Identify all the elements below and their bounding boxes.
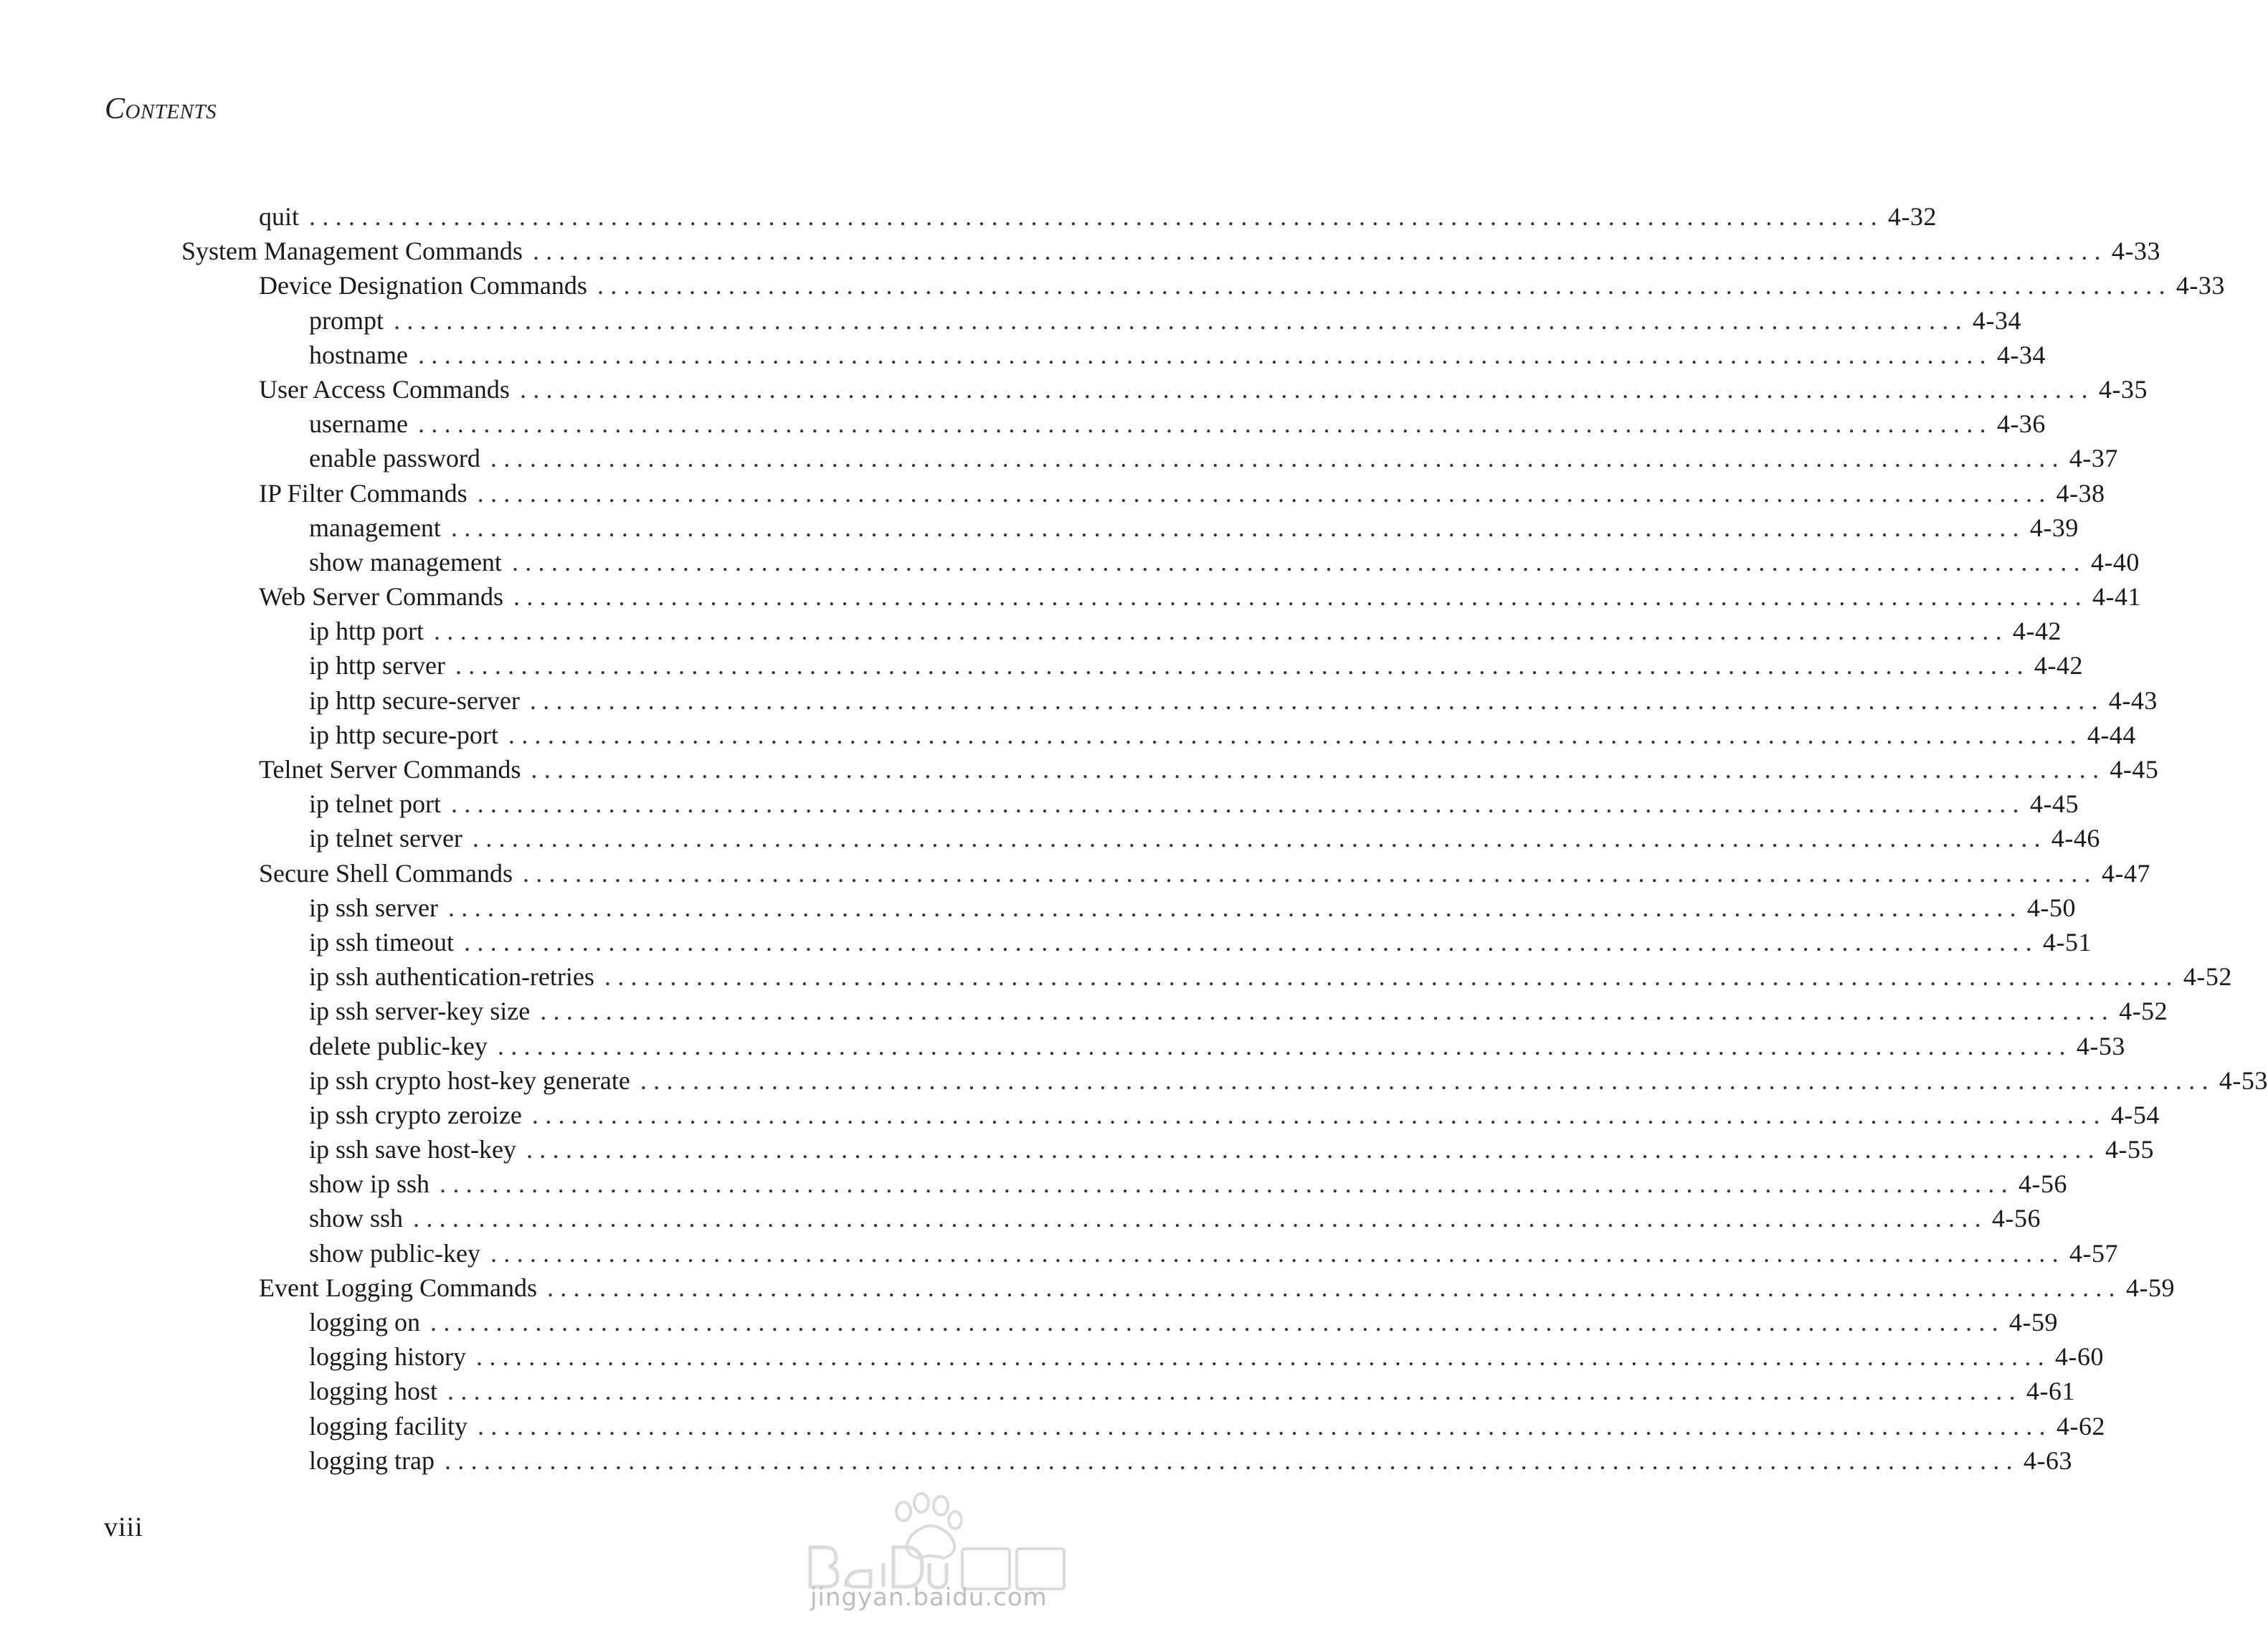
- toc-dot-leader: ........................................................................................................................: [640, 1065, 2215, 1095]
- toc-dot-leader: ........................................................................................................................: [597, 271, 2172, 300]
- toc-entry-page: 4-33: [2176, 271, 2225, 300]
- toc-entry: [0, 1132, 2154, 1167]
- toc-entry-page: 4-51: [2043, 927, 2092, 956]
- toc-entry-title: logging trap: [309, 1446, 435, 1475]
- toc-entry-page: 4-32: [1888, 202, 1937, 231]
- toc-entry: [0, 579, 2142, 614]
- toc-entry-page: 4-53: [2219, 1065, 2268, 1095]
- running-header: Contents: [105, 92, 217, 125]
- toc-entry-title: ip http secure-port: [309, 720, 498, 749]
- toc-entry-title: Device Designation Commands: [259, 271, 587, 300]
- toc-entry-title: ip telnet port: [309, 789, 441, 819]
- toc-entry-page: 4-44: [2087, 720, 2136, 749]
- toc-entry: [0, 891, 2076, 925]
- toc-dot-leader: ........................................................................................................................: [434, 617, 2008, 646]
- toc-entry-page: 4-63: [2023, 1446, 2072, 1475]
- toc-entry-page: 4-36: [1996, 409, 2046, 439]
- toc-entry: [0, 511, 2079, 545]
- toc-entry: [0, 476, 2105, 511]
- toc-dot-leader: ........................................................................................................................: [430, 1308, 2006, 1337]
- toc-entry-title: Web Server Commands: [259, 582, 504, 612]
- toc-entry-title: show management: [309, 547, 502, 576]
- toc-entry: [0, 234, 2160, 268]
- toc-entry-title: Telnet Server Commands: [259, 755, 521, 784]
- toc-dot-leader: ........................................................................................................................: [497, 1031, 2072, 1060]
- toc-dot-leader: ........................................................................................................................: [477, 478, 2052, 508]
- toc-entry-title: logging history: [309, 1342, 467, 1372]
- toc-entry-page: 4-55: [2105, 1135, 2154, 1164]
- toc-dot-leader: ........................................................................................................................: [450, 789, 2026, 819]
- toc-entry-page: 4-35: [2098, 374, 2148, 404]
- toc-entry-page: 4-34: [1996, 340, 2046, 369]
- toc-entry-page: 4-60: [2055, 1342, 2105, 1372]
- toc-entry-title: logging on: [309, 1308, 421, 1337]
- toc-entry-page: 4-52: [2119, 997, 2168, 1026]
- toc-entry-title: management: [309, 513, 441, 542]
- toc-entry-page: 4-46: [2051, 824, 2100, 853]
- toc-entry-title: logging facility: [309, 1411, 468, 1440]
- toc-entry: [0, 1271, 2175, 1305]
- toc-entry: [0, 821, 2100, 855]
- toc-entry: [0, 787, 2079, 821]
- toc-dot-leader: ........................................................................................................................: [531, 1100, 2107, 1129]
- toc-dot-leader: ........................................................................................................................: [309, 202, 1884, 231]
- toc-dot-leader: ........................................................................................................................: [604, 962, 2179, 992]
- toc-entry-page: 4-56: [1992, 1204, 2041, 1233]
- toc-entry-title: ip ssh save host-key: [309, 1135, 516, 1164]
- toc-entry-title: enable password: [309, 444, 480, 473]
- toc-entry: [0, 1063, 2268, 1098]
- toc-entry: [0, 752, 2159, 787]
- toc-entry: [0, 994, 2168, 1028]
- toc-entry-page: 4-54: [2110, 1100, 2160, 1129]
- toc-entry: [0, 545, 2140, 579]
- toc-entry-title: quit: [259, 202, 300, 231]
- toc-entry-page: 4-43: [2108, 685, 2158, 715]
- toc-dot-leader: ........................................................................................................................: [455, 651, 2030, 680]
- toc-entry-title: show public-key: [309, 1238, 480, 1268]
- table-of-contents: [0, 199, 2268, 1478]
- toc-entry-page: 4-41: [2092, 582, 2142, 612]
- toc-entry: [0, 1236, 2118, 1271]
- toc-entry-page: 4-42: [2013, 617, 2061, 646]
- toc-entry: [0, 1098, 2160, 1132]
- toc-dot-leader: ........................................................................................................................: [526, 1135, 2101, 1164]
- toc-entry-title: ip ssh server: [309, 893, 438, 922]
- toc-entry: [0, 303, 2021, 338]
- toc-dot-leader: ........................................................................................................................: [490, 444, 2065, 473]
- toc-dot-leader: ........................................................................................................................: [417, 340, 1993, 369]
- toc-dot-leader: ........................................................................................................................: [522, 858, 2097, 888]
- toc-entry: [0, 338, 2046, 372]
- toc-entry: [0, 1339, 2105, 1374]
- toc-dot-leader: ........................................................................................................................: [464, 927, 2039, 956]
- toc-entry-title: ip http port: [309, 617, 424, 646]
- toc-entry-page: 4-38: [2056, 478, 2105, 508]
- toc-dot-leader: ........................................................................................................................: [531, 755, 2106, 784]
- toc-entry-page: 4-45: [2110, 755, 2159, 784]
- toc-dot-leader: ........................................................................................................................: [511, 547, 2087, 576]
- toc-dot-leader: ........................................................................................................................: [444, 1446, 2019, 1475]
- toc-entry-page: 4-52: [2183, 962, 2232, 992]
- toc-dot-leader: ........................................................................................................................: [472, 824, 2047, 853]
- toc-entry-page: 4-61: [2026, 1377, 2076, 1406]
- toc-entry: [0, 614, 2061, 648]
- toc-dot-leader: ........................................................................................................................: [508, 720, 2083, 749]
- toc-entry-page: 4-59: [2125, 1273, 2175, 1302]
- toc-entry-page: 4-50: [2026, 893, 2076, 922]
- toc-entry-title: ip ssh server-key size: [309, 997, 531, 1026]
- toc-entry-page: 4-42: [2034, 651, 2083, 680]
- toc-entry-title: System Management Commands: [181, 237, 523, 266]
- toc-dot-leader: ........................................................................................................................: [477, 1411, 2052, 1440]
- toc-entry-title: Secure Shell Commands: [259, 858, 513, 888]
- toc-entry-page: 4-45: [2029, 789, 2079, 819]
- toc-entry-title: ip ssh crypto zeroize: [309, 1100, 522, 1129]
- toc-entry: [0, 441, 2118, 475]
- toc-entry-page: 4-40: [2090, 547, 2140, 576]
- toc-entry-title: IP Filter Commands: [259, 478, 468, 508]
- toc-entry: [0, 1201, 2041, 1235]
- toc-entry-page: 4-47: [2101, 858, 2150, 888]
- toc-dot-leader: ........................................................................................................................: [490, 1238, 2065, 1268]
- toc-entry: [0, 199, 1937, 234]
- toc-entry-title: Event Logging Commands: [259, 1273, 537, 1302]
- toc-entry-title: User Access Commands: [259, 374, 510, 404]
- toc-entry-title: delete public-key: [309, 1031, 488, 1060]
- toc-entry: [0, 268, 2225, 303]
- toc-entry-title: ip telnet server: [309, 824, 462, 853]
- toc-entry-title: prompt: [309, 305, 384, 335]
- page-number: viii: [104, 1512, 143, 1542]
- toc-entry-page: 4-59: [2009, 1308, 2059, 1337]
- toc-entry-title: hostname: [309, 340, 408, 369]
- toc-entry-title: ip ssh authentication-retries: [309, 962, 594, 992]
- toc-dot-leader: ........................................................................................................................: [519, 374, 2094, 404]
- toc-entry-title: username: [309, 409, 408, 439]
- toc-entry: [0, 959, 2232, 994]
- toc-dot-leader: ........................................................................................................................: [532, 237, 2107, 266]
- toc-entry-page: 4-39: [2029, 513, 2079, 542]
- toc-dot-leader: ........................................................................................................................: [413, 1204, 1988, 1233]
- toc-entry: [0, 1409, 2105, 1443]
- toc-entry: [0, 925, 2092, 959]
- toc-entry: [0, 683, 2158, 718]
- toc-entry: [0, 1305, 2059, 1339]
- toc-entry: [0, 372, 2148, 407]
- toc-dot-leader: ........................................................................................................................: [546, 1273, 2122, 1302]
- toc-entry-title: show ssh: [309, 1204, 404, 1233]
- toc-entry: [0, 718, 2136, 752]
- toc-dot-leader: ........................................................................................................................: [417, 409, 1993, 439]
- toc-entry-title: ip http server: [309, 651, 445, 680]
- toc-entry: [0, 407, 2046, 441]
- toc-dot-leader: ........................................................................................................................: [447, 893, 2023, 922]
- toc-dot-leader: ........................................................................................................................: [540, 997, 2115, 1026]
- toc-entry-page: 4-34: [1973, 305, 2021, 335]
- toc-entry: [0, 856, 2150, 891]
- toc-entry-page: 4-53: [2076, 1031, 2125, 1060]
- toc-entry-title: show ip ssh: [309, 1169, 430, 1199]
- toc-entry: [0, 1374, 2076, 1408]
- toc-entry: [0, 648, 2083, 683]
- toc-entry-title: ip ssh crypto host-key generate: [309, 1065, 630, 1095]
- toc-entry-title: logging host: [309, 1377, 438, 1406]
- toc-dot-leader: ........................................................................................................................: [450, 513, 2026, 542]
- toc-entry-page: 4-57: [2069, 1238, 2118, 1268]
- toc-entry: [0, 1443, 2072, 1478]
- toc-dot-leader: ........................................................................................................................: [394, 305, 1968, 335]
- toc-entry: [0, 1029, 2125, 1063]
- toc-dot-leader: ........................................................................................................................: [513, 582, 2089, 612]
- toc-entry-page: 4-37: [2069, 444, 2118, 473]
- toc-dot-leader: ........................................................................................................................: [440, 1169, 2015, 1199]
- toc-entry-page: 4-33: [2111, 237, 2160, 266]
- toc-dot-leader: ........................................................................................................................: [447, 1377, 2023, 1406]
- toc-entry-page: 4-62: [2056, 1411, 2105, 1440]
- toc-dot-leader: ........................................................................................................................: [476, 1342, 2051, 1372]
- toc-dot-leader: ........................................................................................................................: [529, 685, 2105, 715]
- watermark-url: jingyan.baidu.com: [810, 1583, 1048, 1612]
- toc-entry-title: ip http secure-server: [309, 685, 520, 715]
- toc-entry-title: ip ssh timeout: [309, 927, 455, 956]
- toc-entry-page: 4-56: [2018, 1169, 2068, 1199]
- toc-entry: [0, 1167, 2068, 1201]
